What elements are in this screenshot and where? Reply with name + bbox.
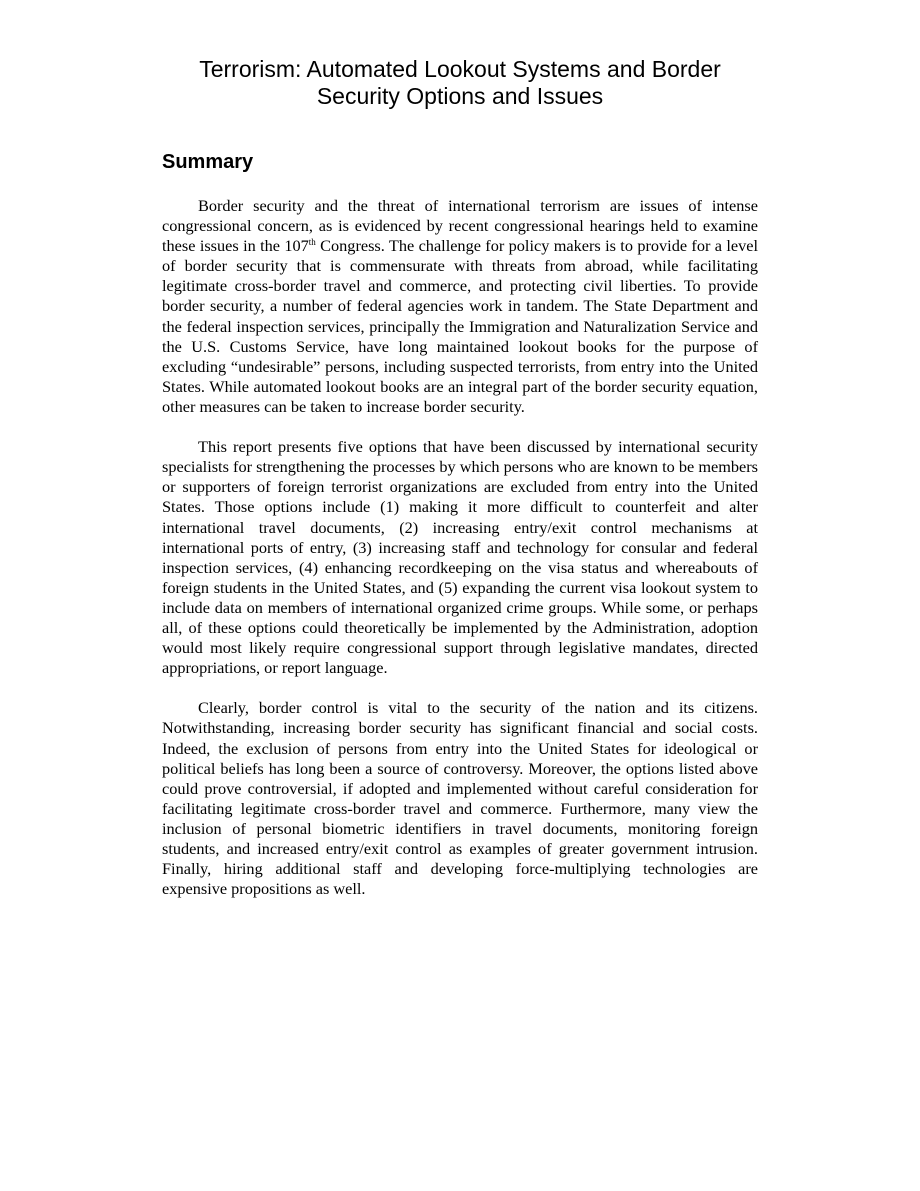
document-title <box>162 56 758 110</box>
summary-paragraph-1 <box>162 196 758 417</box>
summary-paragraph-3: Clearly, border control is vital to the security of the nation and its citizens. Notwithstanding, increasing border security has significant financial and social costs. Indeed, the exclusion of persons from entry into the United States for ideological or political beliefs has long been a source of controversy. Moreover, the options listed above could prove controversial, if adopted and implemented without careful consideration for facilitating legitimate cross-border travel and commerce. Furthermore, many view the inclusion of personal biometric identifiers in travel documents, monitoring foreign students, and increased entry/exit control as examples of greater government intrusion. Finally, hiring additional staff and developing force-multiplying technologies are expensive propositions as well. <box>162 698 758 899</box>
document-title-line-2: Security Options and Issues <box>316 83 604 109</box>
document-title-line-1: Terrorism: Automated Lookout Systems and Border <box>199 56 721 82</box>
summary-body <box>162 196 758 919</box>
section-heading-summary: Summary <box>162 151 254 173</box>
paragraph-1-text-end: Congress. The challenge for policy makers is to provide for a level of border security that is commensurate with threats from abroad, while facilitating legitimate cross-border travel and commerce, and protecting civil liberties. To provide border security, a number of federal agencies work in tandem. The State Department and the federal inspection services, principally the Immigration and Naturalization Service and the U.S. Customs Service, have long maintained lookout books for the purpose of excluding “undesirable” persons, including suspected terrorists, from entry into the United States. While automated lookout books are an integral part of the border security equation, other measures can be taken to increase border security. <box>162 236 759 416</box>
ordinal-superscript: th <box>308 237 316 248</box>
summary-paragraph-2: This report presents five options that have been discussed by international security specialists for strengthening the processes by which persons who are known to be members or supporters of foreign terrorist organizations are excluded from entry into the United States. Those options include (1) making it more difficult to counterfeit and alter international travel documents, (2) increasing entry/exit control mechanisms at international ports of entry, (3) increasing staff and technology for consular and federal inspection services, (4) enhancing recordkeeping on the visa status and whereabouts of foreign students in the United States, and (5) expanding the current visa lookout system to include data on members of international organized crime groups. While some, or perhaps all, of these options could theoretically be implemented by the Administration, adoption would most likely require congressional support through legislative mandates, directed appropriations, or report language. <box>162 437 758 678</box>
paragraph-1-text-start: Border security and the threat of international terrorism are issues of intense congressional concern, as is evidenced by recent congressional hearings held to examine these issues in the 107 <box>162 196 758 256</box>
